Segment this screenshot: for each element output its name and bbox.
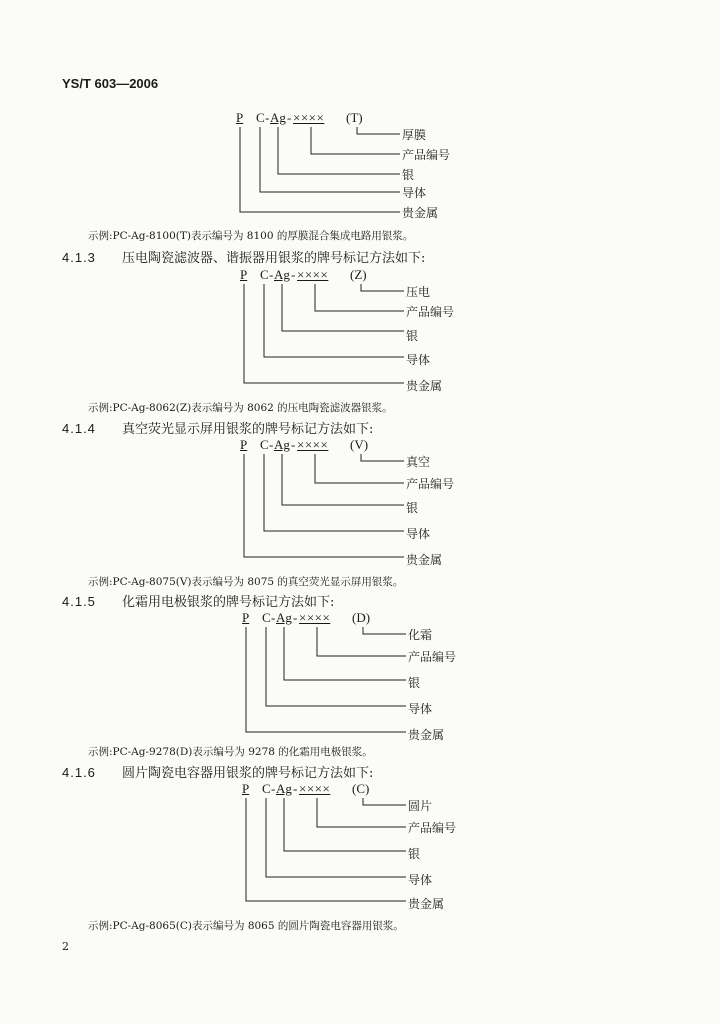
example-note: 示例:PC-Ag-8065(C)表示编号为 8065 的圆片陶瓷电容器用银浆。 (88, 920, 404, 932)
section-heading (62, 247, 425, 266)
code-dash: - (291, 437, 296, 452)
code-dash: - (271, 781, 276, 796)
example-note: 示例:PC-Ag-9278(D)表示编号为 9278 的化霜用电极银浆。 (88, 746, 373, 758)
designation-diagram-vacuum (240, 437, 500, 567)
leader-lines (240, 267, 500, 385)
code-p: P (240, 267, 248, 282)
code-type: (C) (352, 781, 370, 796)
label-product-no: 产品编号 (406, 477, 455, 491)
designation-diagram-thick-film (236, 110, 496, 228)
leader-lines (240, 437, 500, 565)
section-heading (62, 762, 373, 781)
code-p: P (242, 610, 250, 625)
designation-diagram-defrost (242, 610, 502, 742)
code-ag: Ag (274, 267, 290, 282)
code-xxxx: ×××× (297, 437, 329, 452)
code-type: (V) (350, 437, 369, 452)
label-type: 压电 (406, 285, 431, 299)
leader-lines (236, 110, 496, 228)
code-xxxx: ×××× (297, 267, 329, 282)
section-title: 压电陶瓷滤波器、谐振器用银浆的牌号标记方法如下: (122, 251, 426, 266)
label-precious-metal: 贵金属 (408, 897, 445, 911)
example-note: 示例:PC-Ag-8075(V)表示编号为 8075 的真空荧光显示屏用银浆。 (88, 576, 404, 588)
code-dash: - (265, 110, 270, 125)
example-note: 示例:PC-Ag-8100(T)表示编号为 8100 的厚膜混合集成电路用银浆。 (88, 230, 414, 242)
section-number: 4.1.3 (62, 250, 96, 265)
code-p: P (236, 110, 244, 125)
section-number: 4.1.4 (62, 421, 96, 436)
code-dash: - (271, 610, 276, 625)
label-type: 真空 (406, 455, 431, 469)
section-title: 真空荧光显示屏用银浆的牌号标记方法如下: (122, 422, 374, 437)
label-conductor: 导体 (408, 873, 433, 887)
section-number: 4.1.5 (62, 594, 96, 609)
label-conductor: 导体 (402, 186, 427, 200)
label-type: 化霜 (408, 628, 433, 642)
designation-diagram-piezo (240, 267, 500, 393)
code-p: P (242, 781, 250, 796)
label-silver: 银 (408, 676, 421, 690)
code-dash: - (291, 267, 296, 282)
code-xxxx: ×××× (299, 781, 331, 796)
code-c: C (260, 267, 269, 282)
label-product-no: 产品编号 (402, 148, 451, 162)
code-c: C (260, 437, 269, 452)
code-dash: - (287, 110, 292, 125)
code-type: (T) (346, 110, 363, 125)
label-precious-metal: 贵金属 (406, 553, 443, 567)
code-ag: Ag (276, 610, 292, 625)
section-heading (62, 418, 373, 437)
designation-diagram-disc (242, 781, 502, 911)
section-title: 化霜用电极银浆的牌号标记方法如下: (122, 595, 335, 610)
section-number: 4.1.6 (62, 765, 96, 780)
label-product-no: 产品编号 (406, 305, 455, 319)
code-type: (Z) (350, 267, 367, 282)
label-type: 圆片 (408, 799, 433, 813)
code-dash: - (293, 610, 298, 625)
label-conductor: 导体 (408, 702, 433, 716)
section-title: 圆片陶瓷电容器用银浆的牌号标记方法如下: (122, 766, 374, 781)
label-conductor: 导体 (406, 353, 431, 367)
label-precious-metal: 贵金属 (406, 379, 443, 393)
label-silver: 银 (406, 329, 419, 343)
code-p: P (240, 437, 248, 452)
leader-lines (242, 610, 502, 738)
code-dash: - (269, 267, 274, 282)
code-type: (D) (352, 610, 371, 625)
label-product-no: 产品编号 (408, 650, 457, 664)
label-precious-metal: 贵金属 (402, 206, 439, 220)
code-xxxx: ×××× (299, 610, 331, 625)
code-dash: - (293, 781, 298, 796)
page-number: 2 (62, 940, 69, 953)
code-c: C (256, 110, 265, 125)
label-type: 厚膜 (402, 128, 427, 142)
code-ag: Ag (276, 781, 292, 796)
section-heading (62, 591, 334, 610)
code-ag: Ag (274, 437, 290, 452)
code-dash: - (269, 437, 274, 452)
label-conductor: 导体 (406, 527, 431, 541)
label-precious-metal: 贵金属 (408, 728, 445, 742)
leader-lines (242, 781, 502, 909)
code-c: C (262, 781, 271, 796)
label-silver: 银 (406, 501, 419, 515)
label-silver: 银 (408, 847, 421, 861)
example-note: 示例:PC-Ag-8062(Z)表示编号为 8062 的压电陶瓷滤波器银浆。 (88, 402, 393, 414)
label-silver: 银 (402, 168, 415, 182)
label-product-no: 产品编号 (408, 821, 457, 835)
standard-id: YS/T 603—2006 (62, 76, 159, 91)
code-ag: Ag (270, 110, 286, 125)
code-xxxx: ×××× (293, 110, 325, 125)
code-c: C (262, 610, 271, 625)
